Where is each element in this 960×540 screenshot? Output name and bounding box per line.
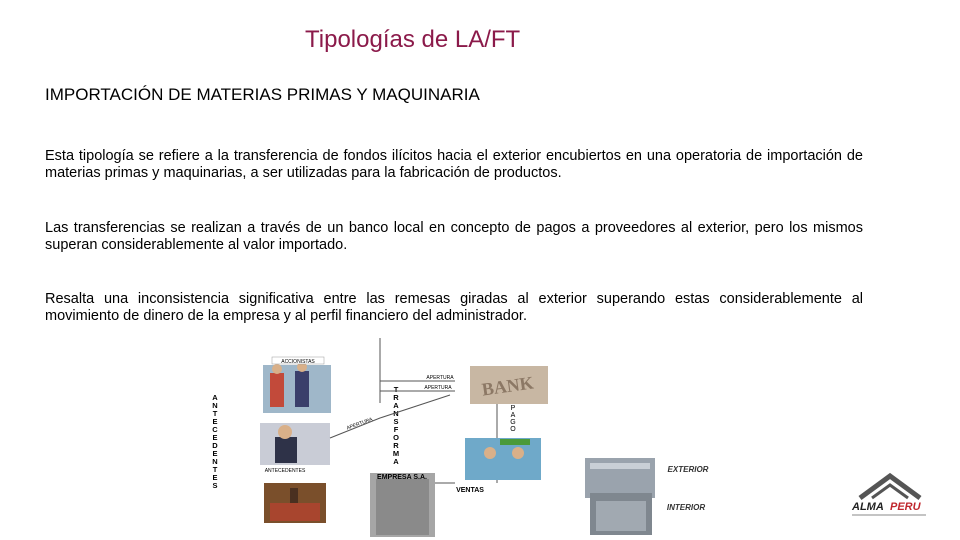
paragraph-3: Resalta una inconsistencia significativa entre las remesas giradas al exterior superando estas considerablemente al movimiento de dinero de la empresa y al perfil financiero del administrador. xyxy=(45,291,863,324)
logo-text-peru: PERU xyxy=(890,501,921,513)
interior-building xyxy=(590,493,652,535)
accionistas-label: ACCIONISTAS xyxy=(281,359,315,365)
pago-vertical: PAGO xyxy=(509,405,517,433)
almaperu-logo xyxy=(848,470,932,518)
bank-word: BANK xyxy=(480,372,535,400)
apertura-label-1: APERTURA xyxy=(426,375,454,381)
executive-photo xyxy=(260,423,330,465)
empresa-label: EMPRESA S.A. xyxy=(377,474,427,481)
ventas-label: VENTAS xyxy=(456,487,484,494)
antecedentes-label: ANTECEDENTES xyxy=(264,468,306,474)
exterior-label: EXTERIOR xyxy=(667,465,709,474)
apertura-label-3: APERTURA xyxy=(345,416,374,432)
paragraph-1: Esta tipología se refiere a la transferencia de fondos ilícitos hacia el exterior encubiertos en una operatoria de importación de materias primas y maquinarias, a ser utilizadas para la fabricación de productos. xyxy=(45,148,863,181)
handshake-photo xyxy=(465,438,541,480)
slide-title: Tipologías de LA/FT xyxy=(305,26,521,53)
interior-label: INTERIOR xyxy=(666,503,706,512)
typology-diagram xyxy=(200,333,740,540)
antecedentes-vertical: ANTECEDENTES xyxy=(210,393,220,489)
bank-image xyxy=(470,366,548,404)
exterior-building xyxy=(585,458,655,498)
accionistas-photo xyxy=(263,362,331,413)
transforma-vertical: TRANSFORMA xyxy=(391,385,401,465)
paragraph-2: Las transferencias se realizan a través de un banco local en concepto de pagos a proveedores al exterior, pero los mismos superan considerablemente al valor importado. xyxy=(45,220,863,253)
factory-photo xyxy=(264,483,326,523)
apertura-label-2: APERTURA xyxy=(424,385,452,391)
empresa-building xyxy=(370,473,435,537)
logo-text-alma: ALMA xyxy=(852,501,884,513)
slide-subtitle: IMPORTACIÓN DE MATERIAS PRIMAS Y MAQUINARIA xyxy=(45,85,480,104)
